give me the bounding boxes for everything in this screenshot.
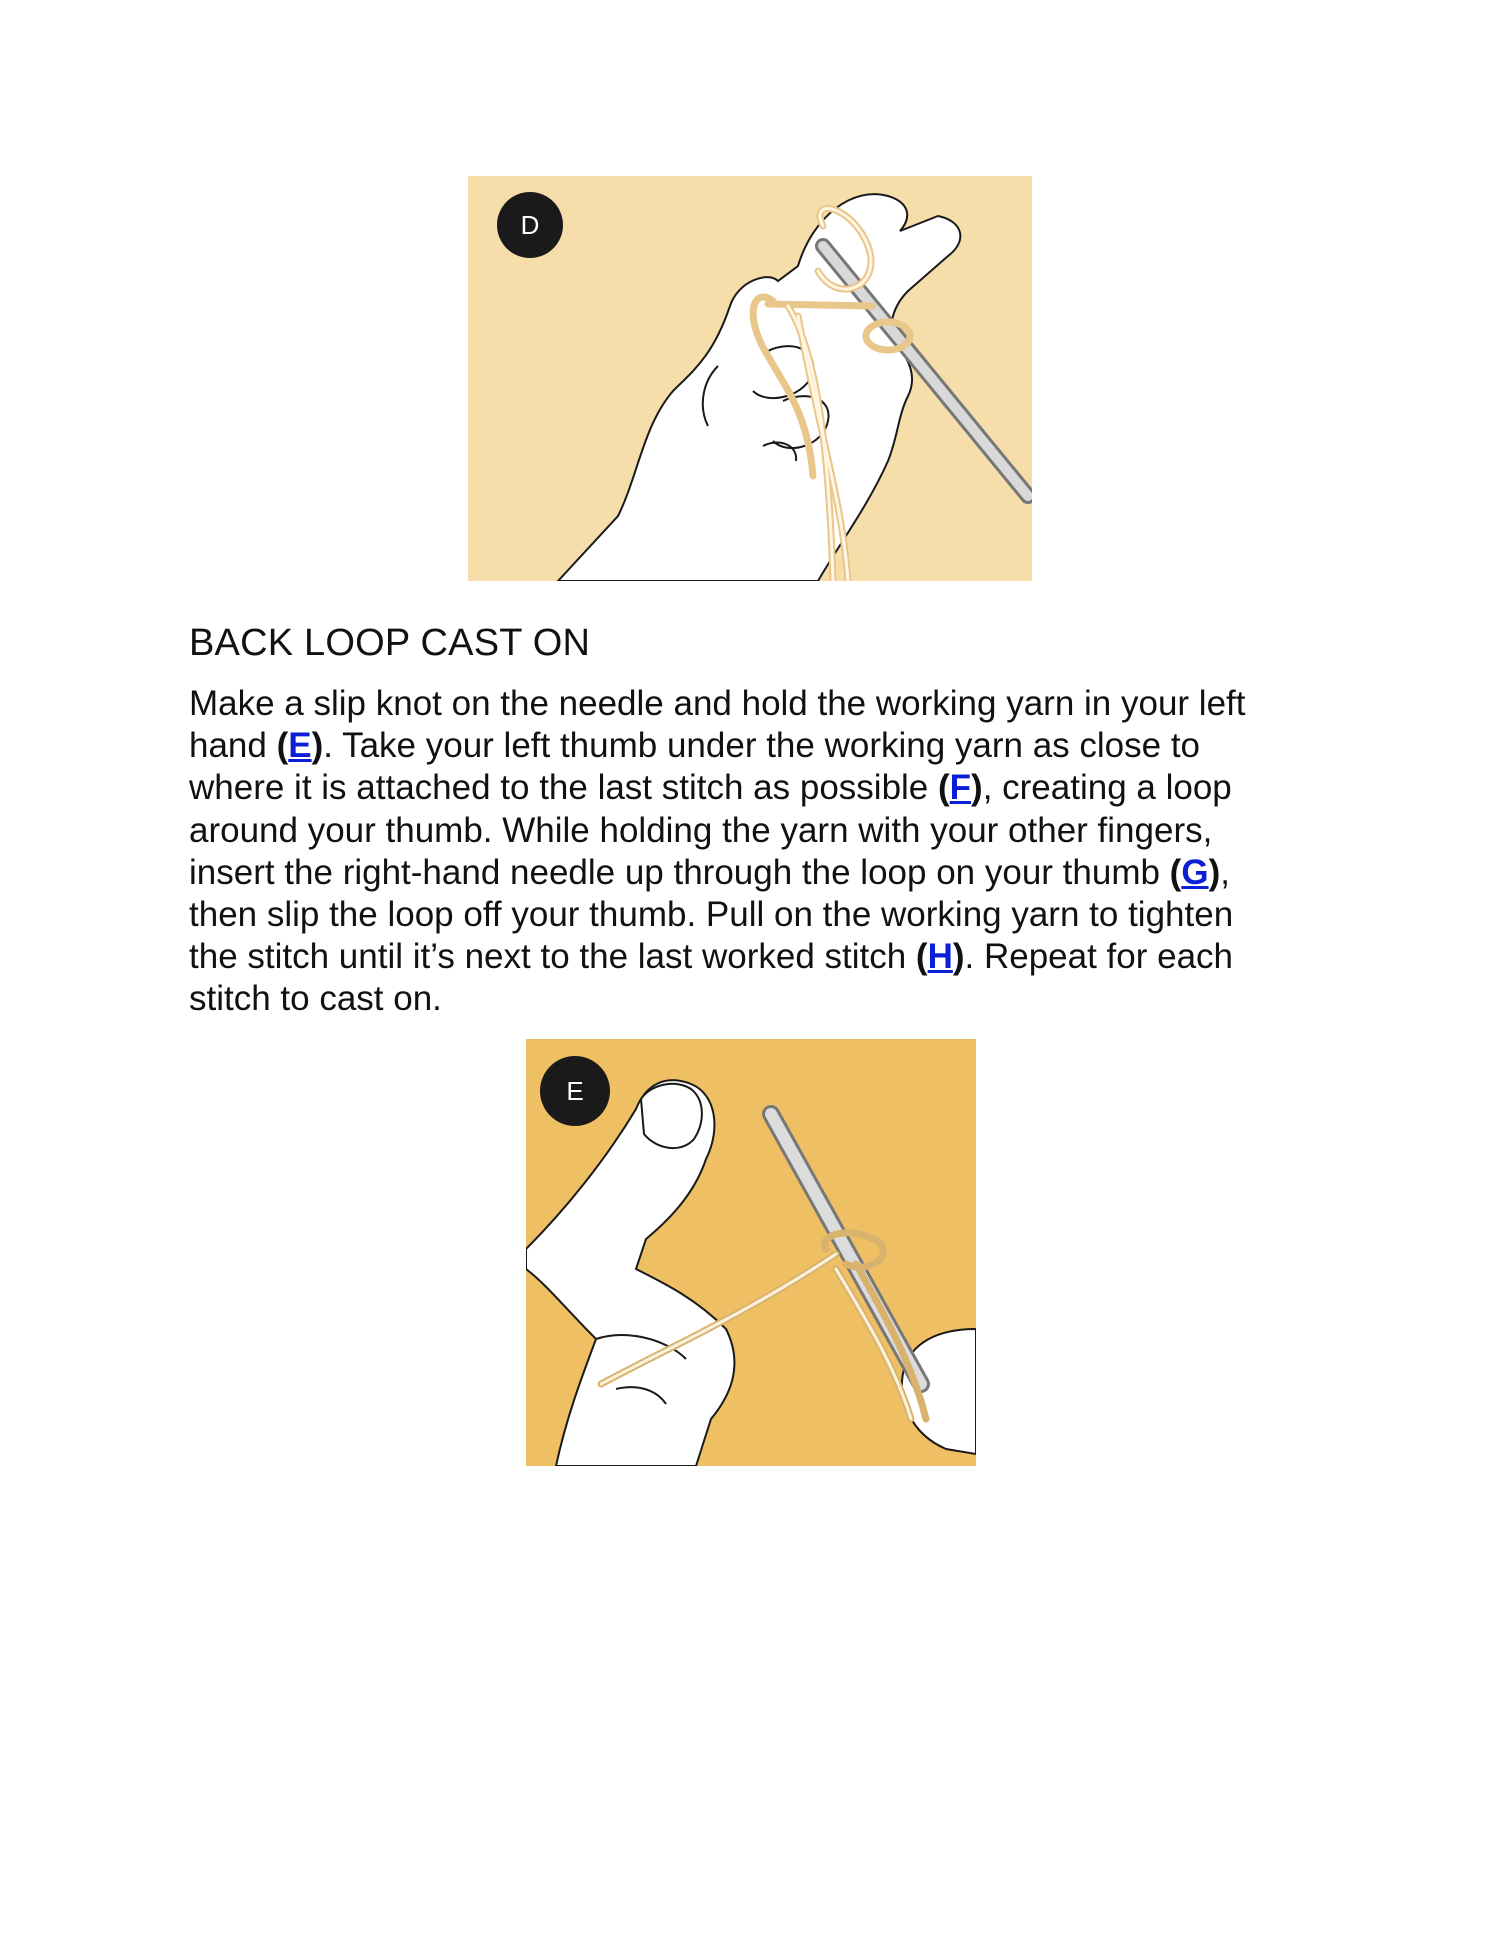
paragraph-line-2: hand (E). Take your left thumb under the working yarn as close to	[189, 726, 1201, 766]
figure-ref-f: (F)	[938, 768, 983, 808]
paragraph-line-7: the stitch until it’s next to the last worked stitch (H). Repeat for each	[189, 937, 1234, 977]
section-heading: BACK LOOP CAST ON	[189, 622, 591, 664]
link-figure-h[interactable]: H	[927, 937, 953, 977]
paragraph-line-6: then slip the loop off your thumb. Pull on the working yarn to tighten	[189, 895, 1234, 935]
badge-d-label: D	[520, 210, 540, 240]
paragraph-line-1: Make a slip knot on the needle and hold the working yarn in your left	[189, 684, 1246, 723]
link-figure-e[interactable]: E	[288, 726, 312, 766]
badge-e-label: E	[566, 1076, 584, 1106]
figure-ref-h: (H)	[915, 937, 965, 977]
paragraph-line-5: insert the right-hand needle up through the loop on your thumb (G),	[189, 852, 1230, 892]
paragraph-line-4: around your thumb. While holding the yarn with your other fingers,	[189, 810, 1213, 850]
figure-ref-e: (E)	[276, 726, 324, 766]
link-figure-f[interactable]: F	[949, 768, 972, 808]
paragraph-line-8: stitch to cast on.	[189, 979, 442, 1019]
illustration-e	[526, 1039, 976, 1466]
instructions-paragraph	[189, 683, 1349, 1021]
figure-ref-g: (G)	[1169, 852, 1221, 892]
link-figure-g[interactable]: G	[1181, 852, 1209, 892]
paragraph-line-3: where it is attached to the last stitch as possible (F), creating a loop	[189, 768, 1232, 808]
illustration-d	[468, 176, 1032, 581]
